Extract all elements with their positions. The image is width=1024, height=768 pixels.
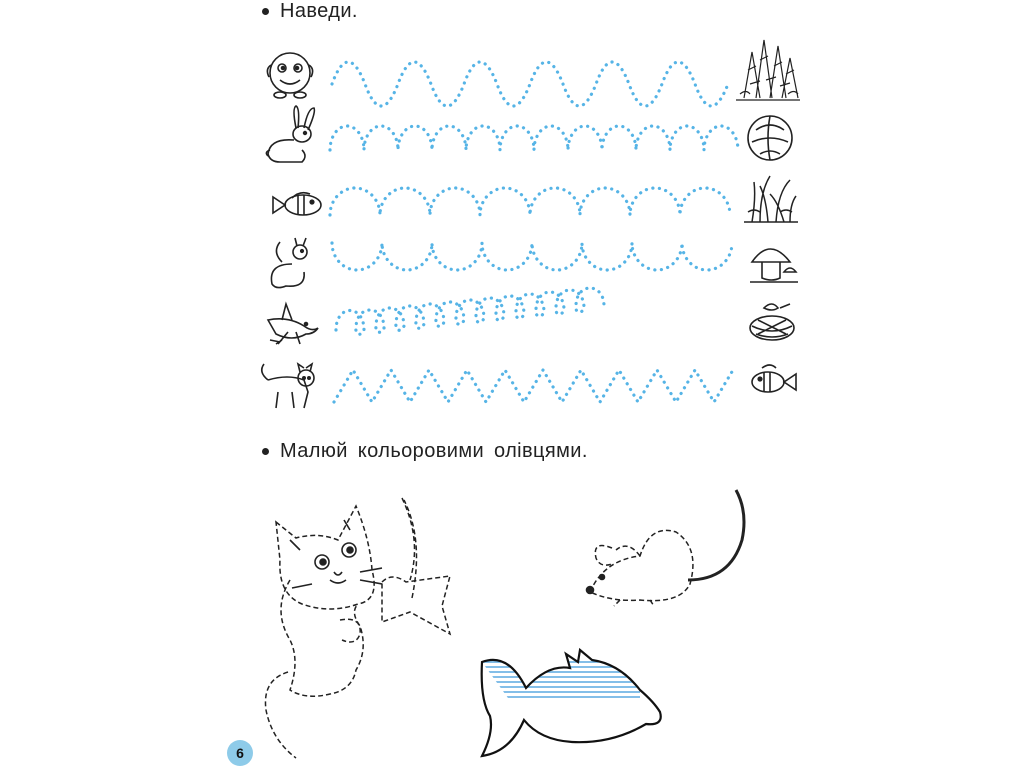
nest-icon (750, 304, 794, 340)
cat-with-bow-drawing[interactable] (265, 498, 450, 758)
bullet-icon (262, 448, 269, 455)
instruction-color-text: Малюй кольоровими олівцями. (280, 440, 588, 462)
mouse-drawing[interactable] (590, 530, 693, 606)
forest-icon (736, 40, 800, 100)
trace-row-cups[interactable] (332, 243, 732, 270)
instruction-color (262, 440, 588, 463)
mushroom-icon (750, 249, 798, 282)
reeds-icon (744, 176, 798, 222)
small-fish-icon (752, 365, 796, 392)
ball-character-icon (267, 53, 312, 98)
trace-row-loops[interactable] (336, 288, 604, 334)
rabbit-icon (266, 106, 314, 162)
cabbage-icon (748, 116, 792, 160)
mouse-face-details (587, 490, 745, 594)
fish-drawing[interactable] (470, 650, 661, 756)
trace-row-wave[interactable] (332, 62, 728, 106)
trace-row-zigzag[interactable] (334, 370, 733, 402)
cat-face-details (290, 520, 382, 588)
bird-icon (268, 304, 318, 344)
trace-row-arches[interactable] (330, 126, 738, 150)
trace-row-large-arches[interactable] (330, 188, 730, 215)
page-number-badge: 6 (227, 740, 253, 766)
instruction-trace-text: Наведи. (280, 0, 358, 22)
cat-icon (262, 364, 314, 408)
squirrel-icon (271, 238, 307, 288)
fish-icon (273, 193, 321, 215)
